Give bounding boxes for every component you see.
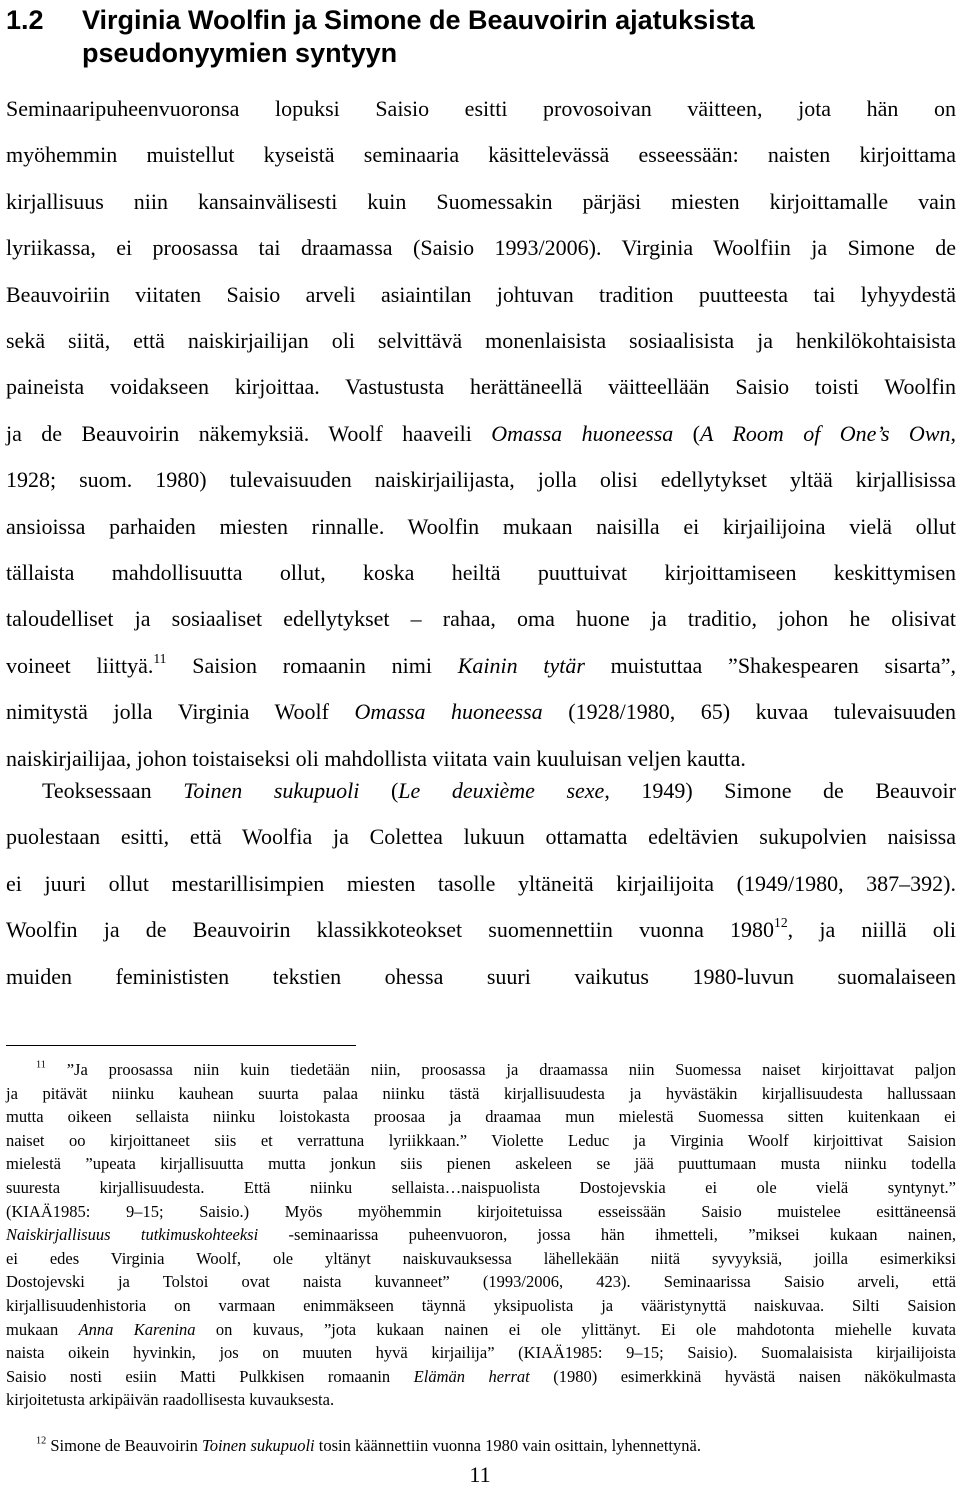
- section-number: 1.2: [6, 5, 44, 35]
- text-line: [6, 689, 956, 735]
- text-line: [6, 907, 956, 953]
- book-title: A Room of One’s Own: [700, 420, 951, 446]
- text-span: voineet liittyä.: [6, 652, 154, 678]
- section-heading: [6, 4, 956, 70]
- text-line: [6, 768, 956, 814]
- footnote-separator: [6, 1045, 356, 1046]
- book-title: Le deuxième sexe: [398, 778, 605, 803]
- book-title: Elämän herrat: [413, 1366, 530, 1386]
- footnote-12: [6, 1434, 956, 1458]
- text-span: Saisio nosti esiin Matti Pulkkisen romaanin: [6, 1366, 414, 1386]
- footnote-line: naista oikein hyvinkin, jos on muuten hyvä kirjailija” (KIAÄ1985: 9–15; Saisio). Suomalaisista kirjailijoista: [6, 1343, 956, 1363]
- text-span: , 1949) Simone de Beauvoir: [604, 778, 956, 803]
- text-span: ”Ja proosassa niin kuin tiedetään niin, proosassa ja draamassa niin Suomessa naiset kirjoittavat paljon: [45, 1060, 956, 1079]
- text-line: tällaista mahdollisuutta ollut, koska heiltä puuttuivat kirjoittamiseen keskittymisen: [6, 560, 956, 586]
- text-span: (1980) esimerkkinä hyvästä naisen näkökulmasta: [529, 1366, 956, 1386]
- footnote-line: [6, 1365, 956, 1389]
- book-title: Omassa huoneessa: [491, 420, 674, 446]
- footnote-line: [6, 1318, 956, 1342]
- text-span: Woolfin ja de Beauvoirin klassikkoteokset suomennettiin vuonna 1980: [6, 917, 775, 943]
- text-span: muistuttaa ”Shakespearen sisarta”,: [584, 652, 956, 678]
- text-span: mukaan: [6, 1319, 79, 1339]
- text-line: kirjallisuus niin kansainvälisesti kuin Suomessakin pärjäsi miesten kirjoittamalle vain: [6, 188, 956, 214]
- text-line: Beauvoiriin viitaten Saisio arveli asiaintilan johtuvan tradition puutteesta tai lyhyydestä: [6, 281, 956, 307]
- text-span: Teoksessaan: [42, 778, 184, 803]
- section-title-line-2: pseudonyymien syntyyn: [82, 38, 398, 68]
- text-line: muiden feminististen tekstien ohessa suuri vaikutus 1980-luvun suomalaiseen: [6, 963, 956, 989]
- text-span: nimitystä jolla Virginia Woolf: [6, 699, 355, 725]
- text-line: 1928; suom. 1980) tulevaisuuden naiskirjailijasta, jolla olisi edellytykset yltää kirjallisissa: [6, 467, 956, 493]
- section-title-line-1: Virginia Woolfin ja Simone de Beauvoirin ajatuksista: [82, 5, 755, 35]
- text-span: -seminaarissa puheenvuoron, jossa hän ihmetteli, ”miksei kukaan nainen,: [258, 1225, 956, 1245]
- text-span: Saision romaanin nimi: [166, 652, 458, 678]
- text-line: taloudelliset ja sosiaaliset edellytykset – rahaa, oma huone ja traditio, johon he olisivat: [6, 606, 956, 632]
- footnote-line: [6, 1223, 956, 1247]
- text-line: puolestaan esitti, että Woolfia ja Colettea lukuun ottamatta edeltävien sukupolvien naisissa: [6, 824, 956, 850]
- text-span: (: [359, 778, 399, 803]
- paragraph-1: [6, 86, 956, 782]
- footnote-line: mutta oikeen sellaista niinku loistokasta proosaa ja draamaa mun mielestä Suomessa sitten kuitenkaan ei: [6, 1107, 956, 1127]
- footnote-line: kirjallisuudenhistoria on varmaan enimmäkseen täynnä yksipuolista ja vääristynyttä naiskuvaa. Silti Saision: [6, 1295, 956, 1315]
- footnote-line: ei edes Virginia Woolf, ole yltänyt naiskuvauksessa lähellekään niitä syvyyksiä, joilla esimerkiksi: [6, 1248, 956, 1268]
- footnote-line: kirjoitetusta arkipäivän raadollisesta kuvauksesta.: [6, 1390, 335, 1410]
- text-span: Simone de Beauvoirin: [46, 1436, 203, 1455]
- text-span: tosin käännettiin vuonna 1980 vain osittain, lyhennettynä.: [314, 1436, 701, 1455]
- footnote-line: [6, 1058, 956, 1082]
- seminar-title: Naiskirjallisuus tutkimuskohteeksi: [6, 1225, 259, 1245]
- footnote-ref-12[interactable]: 12: [774, 915, 788, 930]
- text-line: [6, 411, 956, 457]
- text-span: ja de Beauvoirin näkemyksiä. Woolf haaveili: [6, 420, 492, 446]
- footnote-line: naiset oo kirjoittaneet siis et verrattuna lyriikkaan.” Violette Leduc ja Virginia Woolf kirjoittivat Saision: [6, 1130, 956, 1150]
- text-line: Seminaaripuheenvuoronsa lopuksi Saisio esitti provosoivan väitteen, jota hän on: [6, 96, 956, 121]
- footnote-line: mielestä ”upeata kirjallisuutta mutta jonkun siis pienen askeleen se jää puuttumaan musta niinku todella: [6, 1154, 956, 1174]
- text-line: ei juuri ollut mestarillisimpien miesten tasolle yltäneitä kirjailijoita (1949/1980, 387–392).: [6, 870, 956, 896]
- text-span: (: [673, 420, 701, 446]
- footnote-11: [6, 1058, 956, 1412]
- text-span: , ja niillä oli: [787, 917, 956, 943]
- text-span: on kuvaus, ”jota kukaan nainen ei ole ylittänyt. Ei ole mahdotonta miehelle kuvata: [195, 1319, 956, 1339]
- footnote-marker: 12: [36, 1435, 47, 1447]
- text-line: [6, 643, 956, 689]
- book-title: Omassa huoneessa: [354, 699, 543, 725]
- text-line: naiskirjailijaa, johon toistaiseksi oli mahdollista viitata vain kuuluisan veljen kautta.: [6, 745, 746, 771]
- book-title: Toinen sukupuoli: [202, 1436, 315, 1455]
- footnote-marker: 11: [36, 1059, 46, 1071]
- text-span: ,: [950, 420, 956, 446]
- text-span: (1928/1980, 65) kuvaa tulevaisuuden: [542, 699, 956, 725]
- text-line: lyriikassa, ei proosassa tai draamassa (Saisio 1993/2006). Virginia Woolfiin ja Simone de: [6, 235, 956, 261]
- footnote-ref-11[interactable]: 11: [153, 650, 167, 666]
- footnote-line: suuresta kirjallisuudesta. Että niinku sellaista…naispuolista Dostojevskia ei ole vielä syntynyt.”: [6, 1177, 956, 1197]
- book-title: Anna Karenina: [78, 1319, 196, 1339]
- book-title: Toinen sukupuoli: [183, 778, 360, 803]
- footnote-line: Dostojevski ja Tolstoi ovat naista kuvanneet” (1993/2006, 423). Seminaarissa Saisio arveli, että: [6, 1272, 956, 1292]
- text-line: sekä siitä, että naiskirjailijan oli selvittävä monenlaisista sosiaalisista ja henkilökohtaisista: [6, 328, 956, 354]
- footnote-line: [6, 1434, 956, 1458]
- text-line: ansioissa parhaiden miesten rinnalle. Woolfin mukaan naisilla ei kirjailijoina vielä ollut: [6, 513, 956, 539]
- book-title: Kainin tytär: [457, 652, 585, 678]
- paragraph-2: [6, 768, 956, 1000]
- footnote-line: (KIAÄ1985: 9–15; Saisio.) Myös myöhemmin kirjoitetuissa esseissään Saisio muistelee esittäneensä: [6, 1201, 956, 1221]
- page-number: 11: [469, 1462, 491, 1487]
- text-line: myöhemmin muistellut kyseistä seminaaria käsittelevässä esseessään: naisten kirjoittama: [6, 142, 956, 168]
- footnote-line: ja pitävät niinku kauhean suurta palaa niinku tästä kirjallisuudesta ja hyvästäkin kirjallisuudesta hallussaan: [6, 1083, 956, 1103]
- text-line: paineista voidakseen kirjoittaa. Vastustusta herättäneellä väitteellään Saisio toisti Woolfin: [6, 374, 956, 400]
